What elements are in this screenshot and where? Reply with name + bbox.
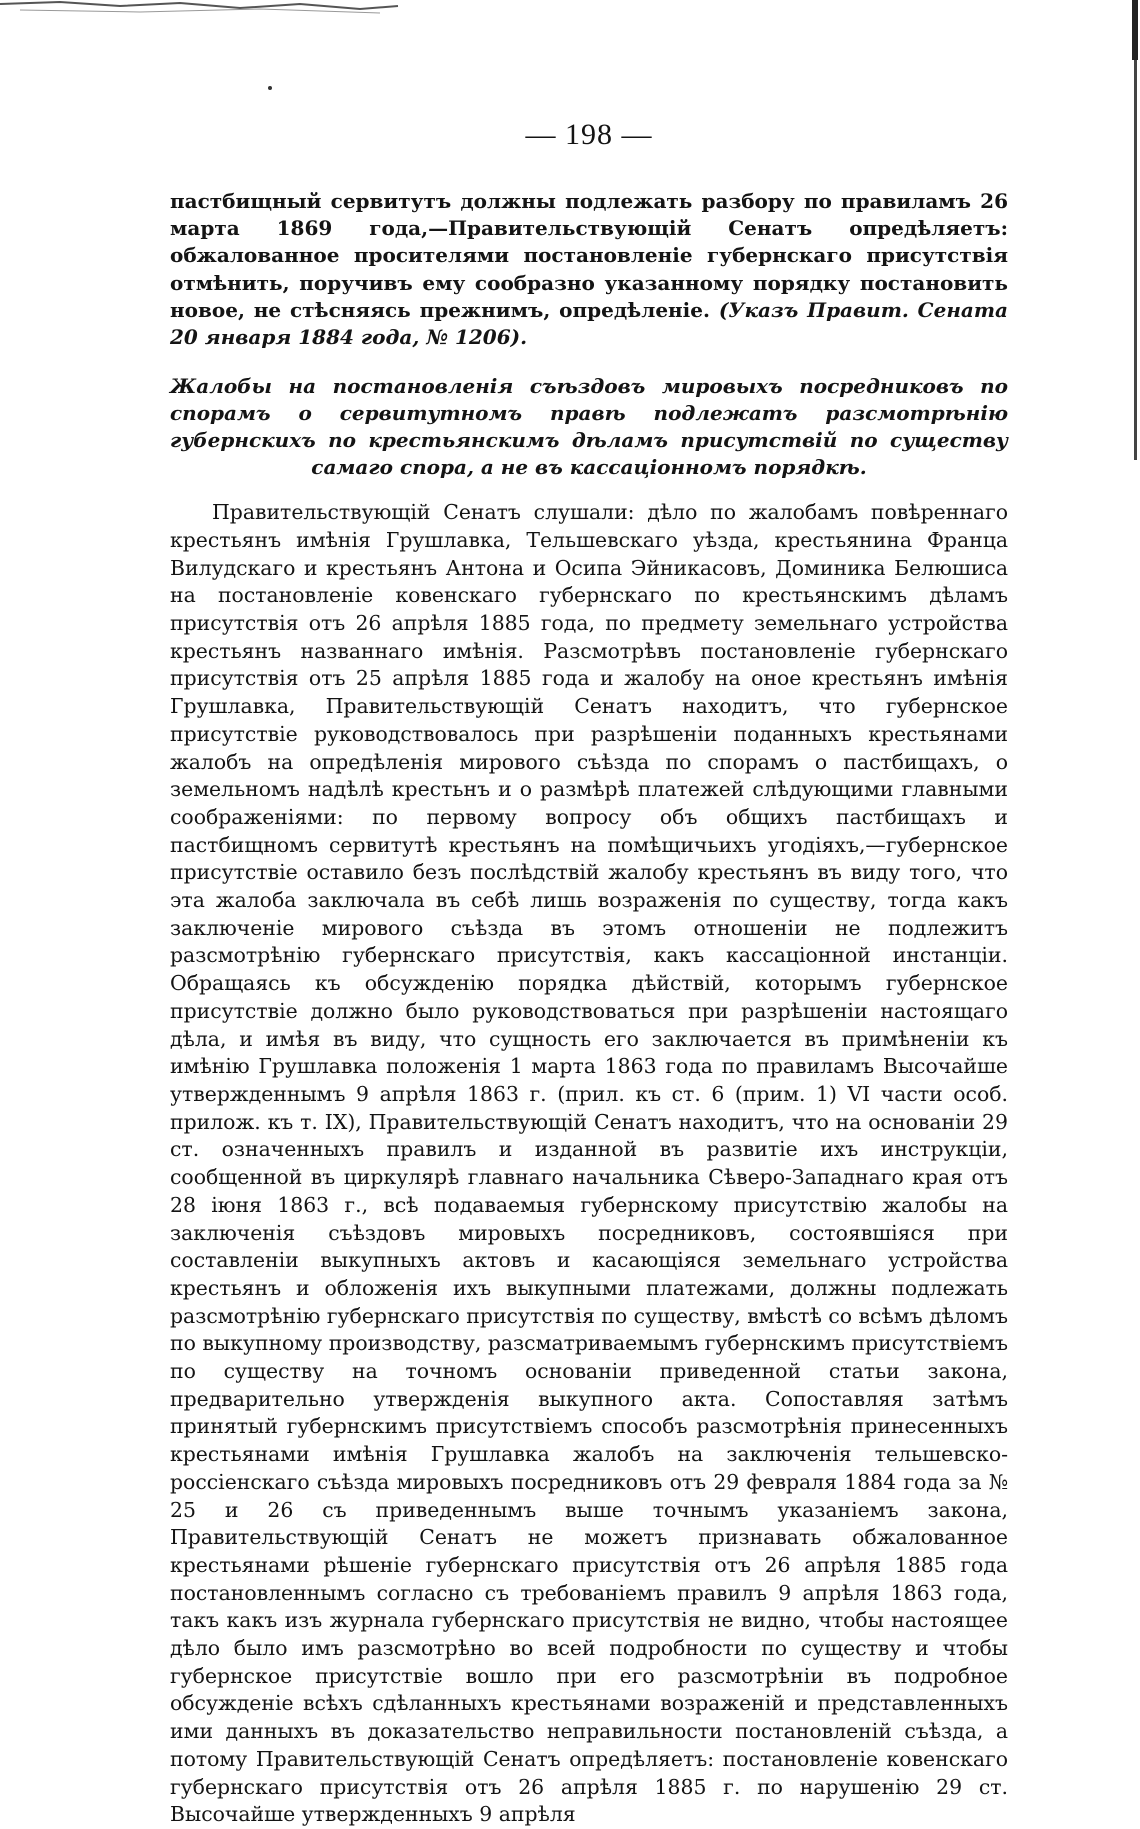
continuation-paragraph — [170, 188, 1008, 351]
scan-edge-mark — [0, 0, 400, 18]
document-page — [170, 118, 1008, 1829]
page-number: — 198 — — [525, 118, 653, 151]
scan-edge-shadow — [1122, 0, 1140, 460]
body-paragraph: Правительствующій Сенатъ слушали: дѣло по жалобамъ повѣреннаго крестьянъ имѣнія Грушлавка, Тельшевскаго уѣзда, крестьянина Франца Вилудскаго и крестьянъ Антона и Осипа Эйникасовъ, Доминика Белюшиса на постановленіе ковенскаго губернскаго по крестьянскимъ дѣламъ присутствія отъ 26 апрѣля 1885 года, по предмету земельнаго устройства крестьянъ названнаго имѣнія. Разсмотрѣвъ постановленіе губернскаго присутствія отъ 25 апрѣля 1885 года и жалобу на оное крестьянъ имѣнія Грушлавка, Правительствующій Сенатъ находитъ, что губернское присутствіе руководствовалось при разрѣшеніи поданныхъ крестьянами жалобъ на опредѣленія мирового съѣзда по спорамъ о пастбищахъ, о земельномъ надѣлѣ крестьнъ и о размѣрѣ платежей слѣдующими главными соображеніями: по первому вопросу объ общихъ пастбищахъ и пастбищномъ сервитутѣ крестьянъ на помѣщичьихъ угодіяхъ,—губернское присутствіе оставило безъ послѣдствій жалобу крестьянъ въ виду того, что эта жалоба заключала въ себѣ лишь возраженія по существу, тогда какъ заключеніе мирового съѣзда въ этомъ отношеніи не подлежитъ разсмотрѣнію губернскаго присутствія, какъ кассаціонной инстанціи. Обращаясь къ обсужденію порядка дѣйствій, которымъ губернское присутствіе должно было руководствоваться при разрѣшеніи настоящаго дѣла, и имѣя въ виду, что сущность его заключается въ примѣненіи къ имѣнію Грушлавка положенія 1 марта 1863 года по правиламъ Высочайше утвержденнымъ 9 апрѣля 1863 г. (прил. къ ст. 6 (прим. 1) VI части особ. прилож. къ т. IX), Правительствующій Сенатъ находитъ, что на основаніи 29 ст. означенныхъ правилъ и изданной въ развитіе ихъ инструкціи, сообщенной въ циркулярѣ главнаго начальника Сѣверо-Западнаго края отъ 28 іюня 1863 г., всѣ подаваемыя губернскому присутствію жалобы на заключенія съѣздовъ мировыхъ посредниковъ, состоявшіяся при составленіи выкупныхъ актовъ и касающіяся земельнаго устройства крестьянъ и обложенія ихъ выкупными платежами, должны подлежать разсмотрѣнію губернскаго присутствія по существу, вмѣстѣ со всѣмъ дѣломъ по выкупному производству, разсматриваемымъ губернскимъ присутствіемъ по существу на точномъ основаніи приведенной статьи закона, предварительно утвержденія выкупного акта. Сопоставляя затѣмъ принятый губернскимъ присутствіемъ способъ разсмотрѣнія принесенныхъ крестьянами имѣнія Грушлавка жалобъ на заключенія тельшевско-россіенскаго съѣзда мировыхъ посредниковъ отъ 29 февраля 1884 года за № 25 и 26 съ приведеннымъ выше точнымъ указаніемъ закона, Правительствующій Сенатъ не можетъ признавать обжалованное крестьянами рѣшеніе губернскаго присутствія отъ 26 апрѣля 1885 года постановленнымъ согласно съ требованіемъ правилъ 9 апрѣля 1863 года, такъ какъ изъ журнала губернскаго присутствія не видно, чтобы настоящее дѣло было имъ разсмотрѣно во всей подробности по существу и чтобы губернское присутствіе вошло при его разсмотрѣніи въ подробное обсужденіе всѣхъ сдѣланныхъ крестьянами возраженій и представленныхъ ими данныхъ въ доказательство неправильности постановленій съѣзда, а потому Правительствующій Сенатъ опредѣляетъ: постановленіе ковенскаго губернскаго присутствія отъ 26 апрѣля 1885 г. по нарушенію 29 ст. Высочайше утвержденныхъ 9 апрѣля — [170, 500, 1008, 1827]
scan-speck — [268, 86, 272, 90]
continuation-text: пастбищный сервитутъ должны подлежать разбору по правиламъ 26 марта 1869 года,—Правительствующій Сенатъ опредѣляетъ: обжалованное просителями постановленіе губернскаго присутствія отмѣнить, поручивъ ему сообразно указанному порядку постановить новое, не стѣсняясь прежнимъ, опредѣленіе. — [170, 189, 1008, 322]
decree-citation: (Указъ Правит. Сената 20 января 1884 года, № 1206). — [170, 297, 1008, 350]
section-heading: Жалобы на постановленія съѣздовъ мировыхъ посредниковъ по спорамъ о сервитутномъ правѣ подлежатъ разсмотрѣнію губернскихъ по крестьянскимъ дѣламъ присутствій по существу самаго спора, а не въ кассаціонномъ порядкѣ. — [170, 374, 1008, 480]
